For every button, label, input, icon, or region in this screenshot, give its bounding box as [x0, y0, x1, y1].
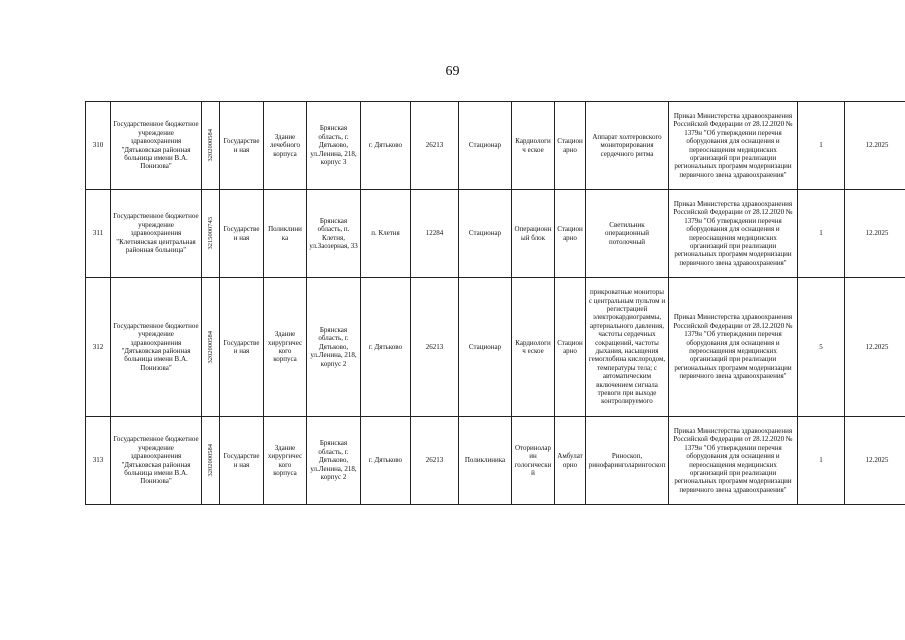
department: Кардиологич еское — [512, 278, 555, 417]
equipment-name: Риноскоп, ринофаринголарингоскоп — [586, 417, 669, 505]
page-number: 69 — [445, 64, 460, 79]
regulatory-basis: Приказ Министерства здравоохранения Российской Федерации от 28.12.2020 № 1379н "Об утверждении перечня оборудования для оснащения и переоснащения медицинских организаций при реализации региональных программ модернизации первичного звена здравоохранения" — [669, 190, 798, 278]
department: Кардиологич еское — [512, 102, 555, 190]
table-row — [86, 417, 905, 505]
building-name: Здание хирургичес кого корпуса — [264, 417, 307, 505]
organization-name: Государственное бюджетное учреждение здравоохранения "Дятьковская районная больница имени В.А. Понизова" — [111, 417, 202, 505]
ownership-form: Государствен ная — [220, 190, 264, 278]
quantity: 1 — [798, 417, 845, 505]
delivery-date: 12.2025 — [845, 102, 905, 190]
locality: г. Дятьково — [361, 278, 411, 417]
oktmo-code: 26213 — [411, 102, 459, 190]
organization-code: 3202000584 — [202, 278, 220, 417]
regulatory-basis: Приказ Министерства здравоохранения Российской Федерации от 28.12.2020 № 1379н "Об утверждении перечня оборудования для оснащения и переоснащения медицинских организаций при реализации региональных программ модернизации первичного звена здравоохранения" — [669, 278, 798, 417]
building-name: Здание хирургичес кого корпуса — [264, 278, 307, 417]
equipment-name: Светильник операционный потолочный — [586, 190, 669, 278]
regulatory-basis: Приказ Министерства здравоохранения Российской Федерации от 28.12.2020 № 1379н "Об утверждении перечня оборудования для оснащения и переоснащения медицинских организаций при реализации региональных программ модернизации первичного звена здравоохранения" — [669, 417, 798, 505]
table-row — [86, 278, 905, 417]
organization-code: 3215000743 — [202, 190, 220, 278]
department: Операционн ый блок — [512, 190, 555, 278]
organization-code: 3202000584 — [202, 417, 220, 505]
delivery-date: 12.2025 — [845, 417, 905, 505]
ownership-form: Государствен ная — [220, 102, 264, 190]
delivery-date: 12.2025 — [845, 278, 905, 417]
care-form: Стацион арно — [555, 278, 586, 417]
row-number: 311 — [86, 190, 111, 278]
address: Брянская область, г. Дятьково, ул.Ленина, 218, корпус 3 — [307, 102, 361, 190]
building-name: Поликлини ка — [264, 190, 307, 278]
unit-type: Стационар — [459, 278, 512, 417]
department: Оториноларин гологический — [512, 417, 555, 505]
quantity: 5 — [798, 278, 845, 417]
care-form: Амбулат орно — [555, 417, 586, 505]
row-number: 310 — [86, 102, 111, 190]
equipment-table — [85, 101, 905, 505]
organization-code: 3202000584 — [202, 102, 220, 190]
care-form: Стацион арно — [555, 190, 586, 278]
table-row — [86, 102, 905, 190]
organization-name: Государственное бюджетное учреждение здравоохранения "Дятьковская районная больница имени В.А. Понизова" — [111, 102, 202, 190]
locality: г. Дятьково — [361, 417, 411, 505]
unit-type: Стационар — [459, 102, 512, 190]
locality: п. Клетня — [361, 190, 411, 278]
address: Брянская область, г. Дятьково, ул.Ленина, 218, корпус 2 — [307, 278, 361, 417]
building-name: Здание лечебного корпуса — [264, 102, 307, 190]
quantity: 1 — [798, 102, 845, 190]
ownership-form: Государствен ная — [220, 278, 264, 417]
address: Брянская область, г. Дятьково, ул.Ленина, 218, корпус 2 — [307, 417, 361, 505]
locality: г. Дятьково — [361, 102, 411, 190]
unit-type: Поликлиника — [459, 417, 512, 505]
equipment-name: Аппарат холтеровского мониторирования сердечного ритма — [586, 102, 669, 190]
oktmo-code: 26213 — [411, 278, 459, 417]
unit-type: Стационар — [459, 190, 512, 278]
row-number: 312 — [86, 278, 111, 417]
organization-name: Государственное бюджетное учреждение здравоохранения "Клетнянская центральная районная больница" — [111, 190, 202, 278]
table-row — [86, 190, 905, 278]
oktmo-code: 12284 — [411, 190, 459, 278]
regulatory-basis: Приказ Министерства здравоохранения Российской Федерации от 28.12.2020 № 1379н "Об утверждении перечня оборудования для оснащения и переоснащения медицинских организаций при реализации региональных программ модернизации первичного звена здравоохранения" — [669, 102, 798, 190]
ownership-form: Государствен ная — [220, 417, 264, 505]
delivery-date: 12.2025 — [845, 190, 905, 278]
address: Брянская область, п. Клетня, ул.Заозерная, 33 — [307, 190, 361, 278]
quantity: 1 — [798, 190, 845, 278]
equipment-name: прикроватные мониторы с центральным пультом и регистрацией электрокардиограммы, артериального давления, частоты сердечных сокращений, частоты дыхания, насыщения гемоглобина кислородом, температуры тела; с автоматическим включением сигнала тревоги при выходе контролируемого — [586, 278, 669, 417]
row-number: 313 — [86, 417, 111, 505]
oktmo-code: 26213 — [411, 417, 459, 505]
care-form: Стацион арно — [555, 102, 586, 190]
organization-name: Государственное бюджетное учреждение здравоохранения "Дятьковская районная больница имени В.А. Понизова" — [111, 278, 202, 417]
